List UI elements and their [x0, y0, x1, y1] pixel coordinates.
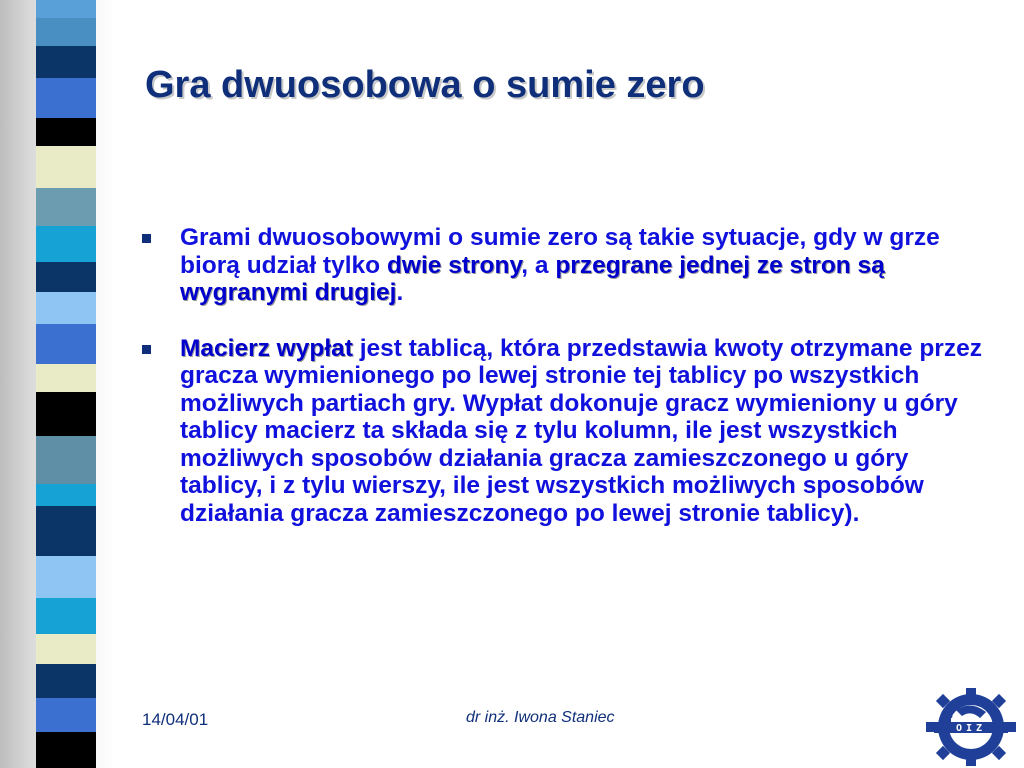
bullet-item-zero-sum-definition [142, 224, 992, 307]
bullet-square-icon [142, 234, 151, 243]
bullet-text: , a [521, 251, 556, 279]
bullet-text: . [396, 279, 404, 306]
bullet-text: jest tablicą, która przedstawia kwoty otrzymane przez gracza wymienionego po lewej stronie tej tablicy po wszystkich możliwych partiach gry. Wypłat dokonuje gracz wymieniony u góry tablicy macierz ta składa się z tylu kolumn, ile jest wszystkich możliwych sposobów działania gracza zamieszczonego u góry tablicy, i z tylu wierszy, ile jest wszystkich możliwych sposobów działania gracza zamieszczonego po lewej stronie tablicy). [180, 334, 982, 527]
bullet-list [142, 224, 992, 555]
oiz-gear-logo-icon [926, 688, 1016, 766]
bullet-text: Grami dwuosobowymi o sumie zero są takie sytuacje, gdy w grze biorą udział tylko [180, 224, 940, 279]
footer-date: 14/04/01 [142, 710, 209, 729]
emphasis-two-sides: dwie strony [386, 251, 522, 279]
footer-author: dr inż. Iwona Staniec [466, 709, 615, 726]
emphasis-payoff-matrix: Macierz wypłat [180, 334, 353, 362]
emphasis-losses-are-wins: przegrane jednej ze stron są wygranymi drugiej [180, 251, 885, 306]
slide-title: Gra dwuosobowa o sumie zero [145, 64, 705, 106]
bullet-square-icon [142, 345, 151, 354]
bullet-item-payoff-matrix [142, 335, 992, 528]
logo-text: OIZ [955, 723, 987, 734]
decorative-color-stripe [36, 0, 96, 768]
